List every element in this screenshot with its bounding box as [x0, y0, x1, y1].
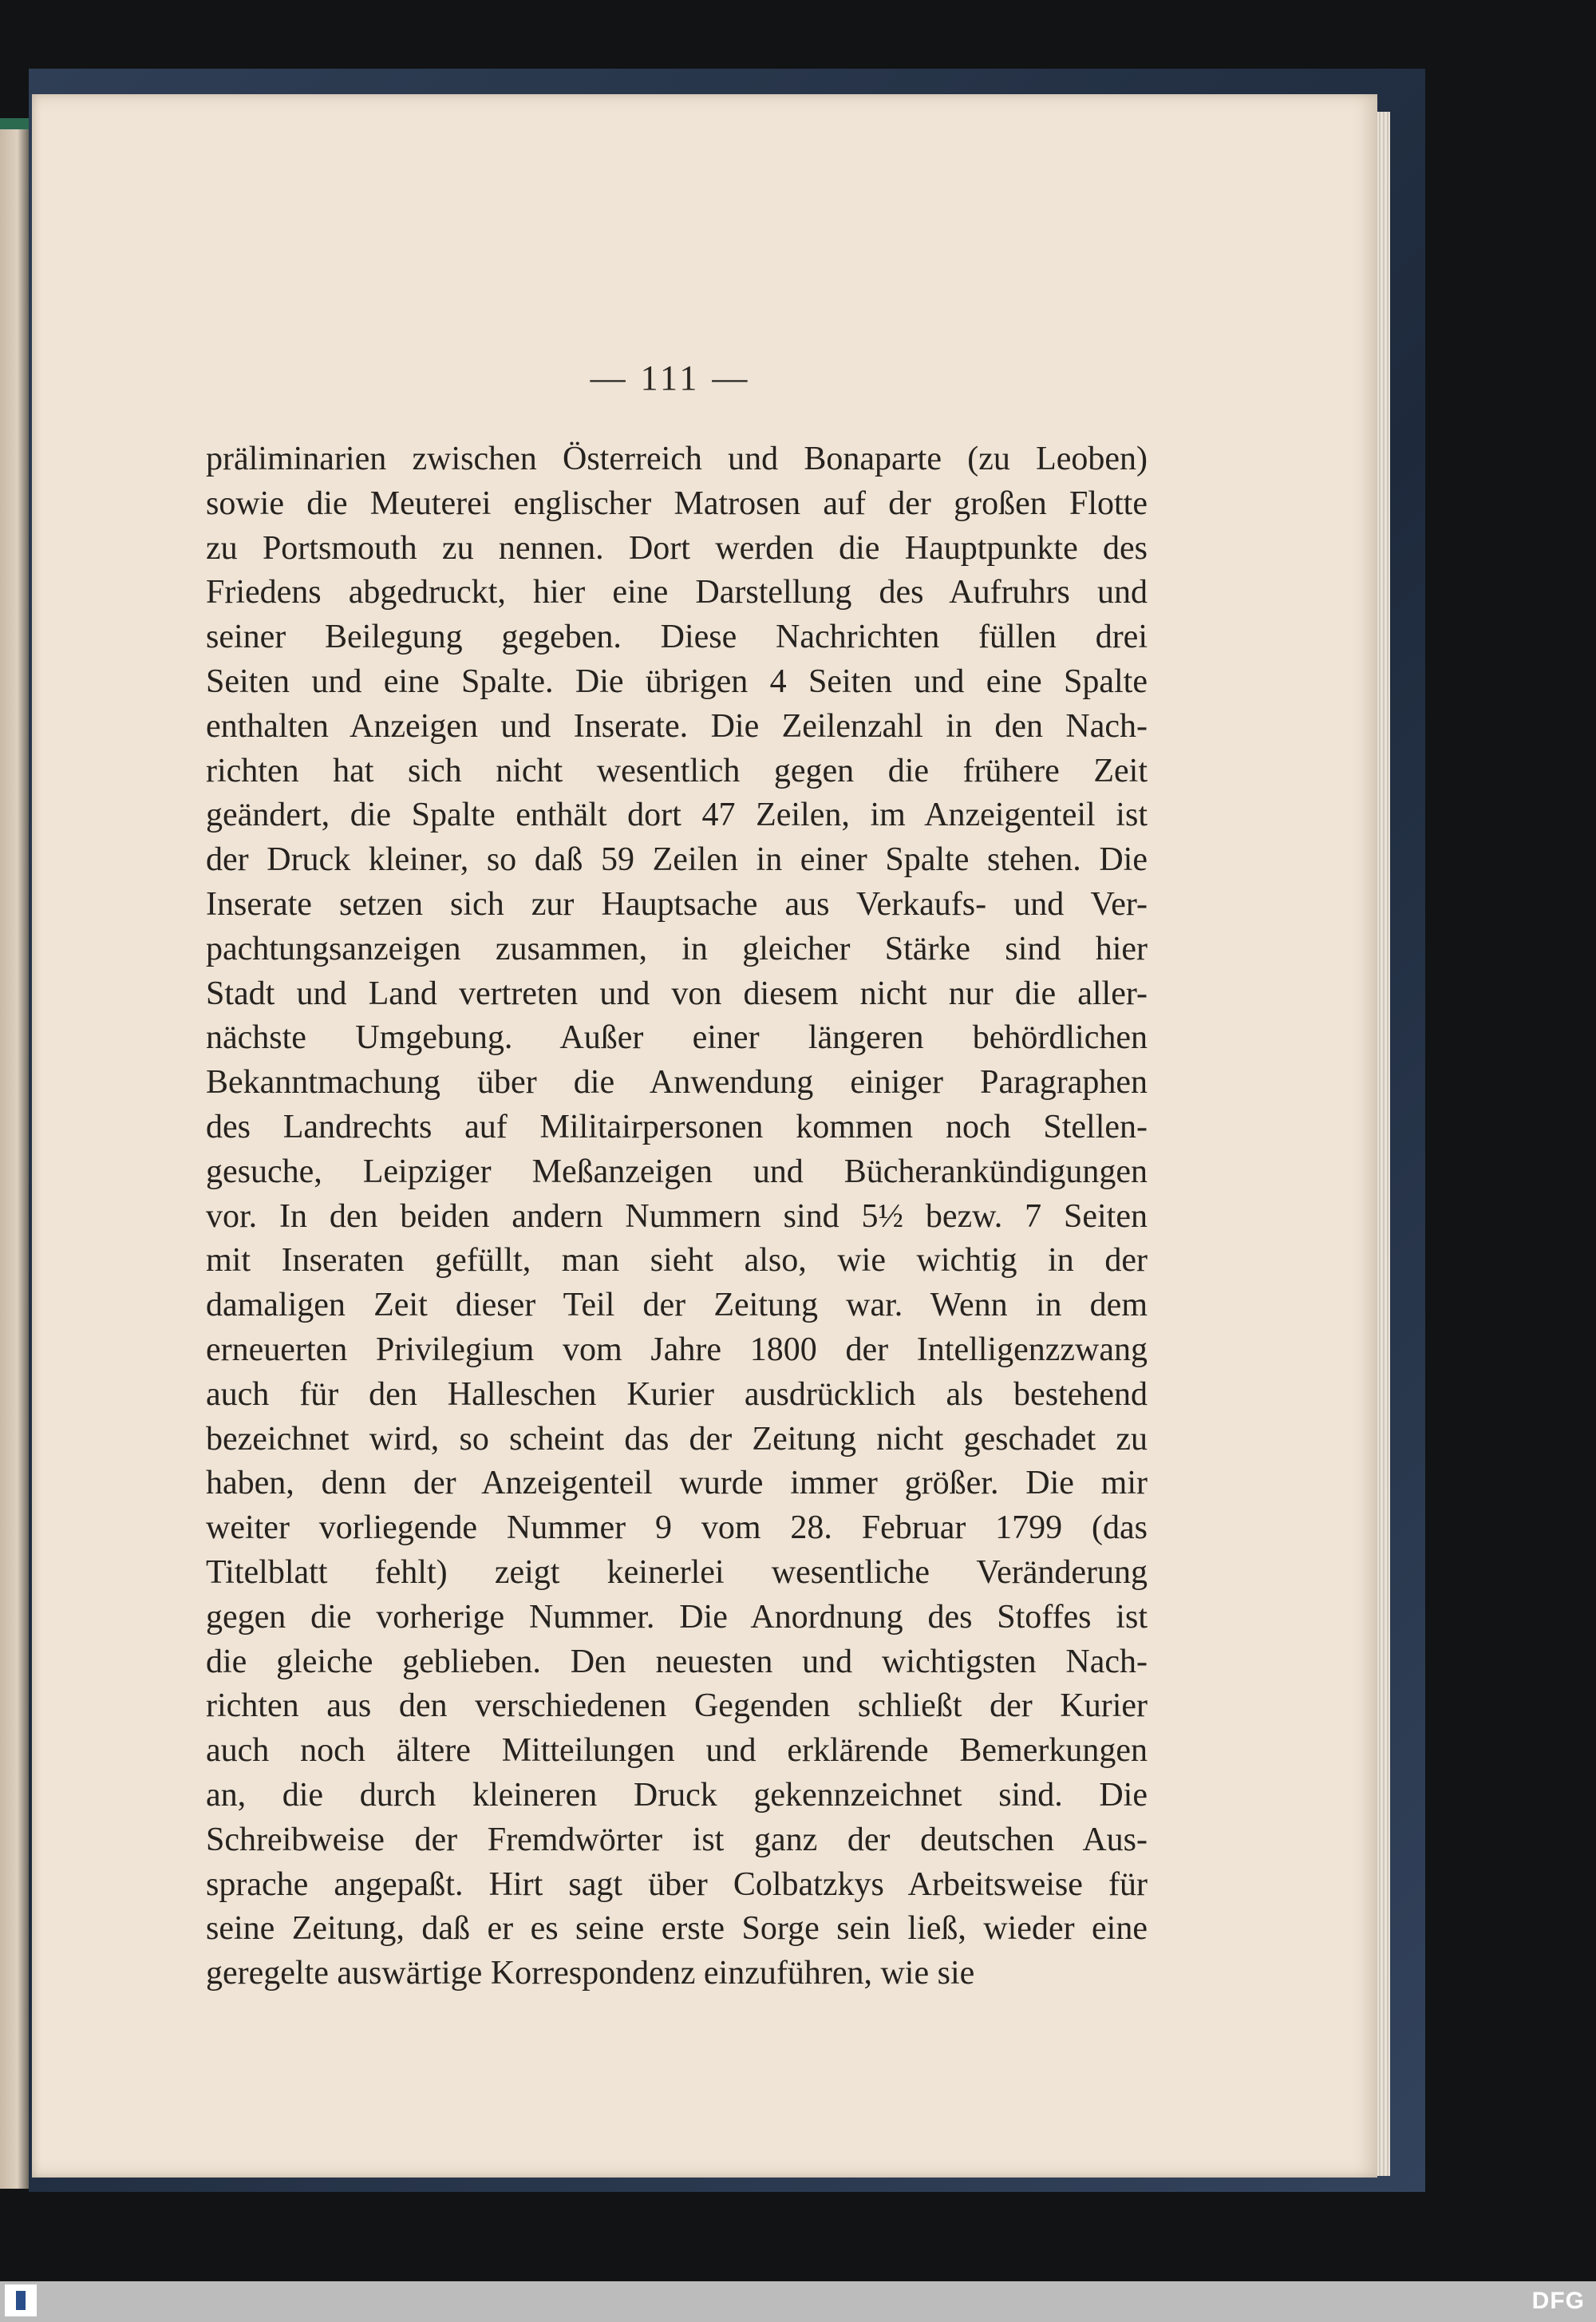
text-line: geändert, die Spalte enthält dort 47 Zeilen, im Anzeigenteil ist — [206, 797, 1148, 834]
text-line: mit Inseraten gefüllt, man sieht also, wie wichtig in der — [206, 1242, 1148, 1280]
text-line: an, die durch kleineren Druck gekennzeichnet sind. Die — [206, 1776, 1148, 1814]
page-body-text — [206, 437, 1148, 1996]
text-line: präliminarien zwischen Österreich und Bonaparte (zu Leoben) — [206, 441, 1148, 477]
text-line: auch noch ältere Mitteilungen und erklärende Bemerkungen — [206, 1732, 1148, 1770]
page-number: — 111 — — [590, 358, 751, 398]
text-line: gegen die vorherige Nummer. Die Anordnung des Stoffes ist — [206, 1598, 1148, 1636]
text-line: haben, denn der Anzeigenteil wurde immer größer. Die mir — [206, 1465, 1148, 1502]
text-line: der Druck kleiner, so daß 59 Zeilen in einer Spalte stehen. Die — [206, 841, 1148, 879]
text-line: nächste Umgebung. Außer einer längeren behördlichen — [206, 1019, 1148, 1057]
text-line: richten hat sich nicht wesentlich gegen die frühere Zeit — [206, 752, 1148, 789]
dfg-label: DFG — [1531, 2288, 1585, 2314]
text-line: erneuerten Privilegium vom Jahre 1800 der Intelligenzzwang — [206, 1331, 1148, 1368]
text-line: Inserate setzen sich zur Hauptsache aus Verkaufs- und Ver- — [206, 885, 1148, 923]
text-line: auch für den Halleschen Kurier ausdrücklich als bestehend — [206, 1375, 1148, 1413]
text-line: gesuche, Leipziger Meßanzeigen und Bücherankündigungen — [206, 1153, 1148, 1190]
text-line: Titelblatt fehlt) zeigt keinerlei wesentliche Veränderung — [206, 1553, 1148, 1591]
text-line: bezeichnet wird, so scheint das der Zeitung nicht geschadet zu — [206, 1420, 1148, 1458]
text-line: pachtungsanzeigen zusammen, in gleicher Stärke sind hier — [206, 930, 1148, 967]
text-line: Seiten und eine Spalte. Die übrigen 4 Seiten und eine Spalte — [206, 663, 1148, 700]
text-line: richten aus den verschiedenen Gegenden schließt der Kurier — [206, 1687, 1148, 1725]
text-line: sowie die Meuterei englischer Matrosen auf der großen Flotte — [206, 485, 1148, 522]
text-line: weiter vorliegende Nummer 9 vom 28. Februar 1799 (das — [206, 1509, 1148, 1547]
text-line: enthalten Anzeigen und Inserate. Die Zeilenzahl in den Nach- — [206, 707, 1148, 745]
text-line: zu Portsmouth zu nennen. Dort werden die Hauptpunkte des — [206, 529, 1148, 567]
text-line: geregelte auswärtige Korrespondenz einzuführen, wie sie — [206, 1955, 975, 1992]
text-line: seine Zeitung, daß er es seine erste Sorge sein ließ, wieder eine — [206, 1910, 1148, 1948]
text-line: Schreibweise der Fremdwörter ist ganz der deutschen Aus- — [206, 1821, 1148, 1858]
text-line: des Landrechts auf Militairpersonen kommen noch Stellen- — [206, 1108, 1148, 1145]
text-line: seiner Beilegung gegeben. Diese Nachrichten füllen drei — [206, 619, 1148, 656]
text-line: vor. In den beiden andern Nummern sind 5½ bezw. 7 Seiten — [206, 1197, 1148, 1235]
book-page — [32, 94, 1377, 2178]
text-line: damaligen Zeit dieser Teil der Zeitung war. Wenn in dem — [206, 1287, 1148, 1324]
text-line: Stadt und Land vertreten und von diesem nicht nur die aller- — [206, 975, 1148, 1012]
previous-page-edge — [0, 118, 29, 2189]
library-logo-icon — [5, 2284, 37, 2316]
text-line: Friedens abgedruckt, hier eine Darstellung des Aufruhrs und — [206, 574, 1148, 611]
text-line: die gleiche geblieben. Den neuesten und wichtigsten Nach- — [206, 1643, 1148, 1680]
text-line: Bekanntmachung über die Anwendung einiger Paragraphen — [206, 1064, 1148, 1102]
viewer-footer-bar — [0, 2281, 1596, 2322]
text-line: sprache angepaßt. Hirt sagt über Colbatzkys Arbeitsweise für — [206, 1865, 1148, 1903]
